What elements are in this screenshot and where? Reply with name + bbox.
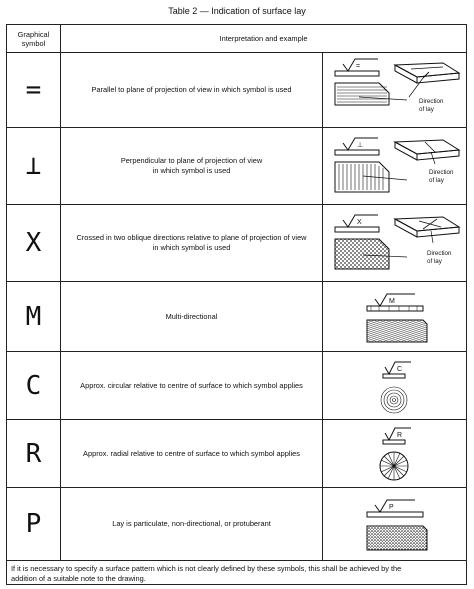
example-symbol-letter: M <box>389 298 395 305</box>
symbol-cell <box>7 205 61 281</box>
interpretation-cell <box>61 352 323 419</box>
interpretation-cell <box>61 282 323 351</box>
table-row-perpendicular <box>7 128 466 205</box>
radial-symbol: R <box>25 438 42 469</box>
symbol-cell <box>7 53 61 127</box>
example-symbol-letter: X <box>357 219 362 226</box>
parallel-lay-example-drawing <box>323 53 466 128</box>
interpretation-column-header: Interpretation and example <box>219 33 308 43</box>
circular-lay-example-drawing <box>323 352 466 420</box>
example-symbol-letter: = <box>356 63 361 70</box>
crossed-symbol: X <box>25 228 42 258</box>
perpendicular-lay-example-drawing <box>323 128 466 205</box>
symbol-column-header <box>7 25 61 52</box>
symbol-cell <box>7 282 61 351</box>
particulate-lay-example-drawing <box>323 488 466 561</box>
table-row-multi-directional <box>7 282 466 352</box>
example-cell <box>323 128 466 204</box>
direction-of-lay-label-line2: of lay <box>427 258 442 265</box>
parallel-symbol: = <box>25 75 42 105</box>
table-title: Table 2 — Indication of surface lay <box>168 6 306 16</box>
interpretation-text: Parallel to plane of projection of view in which symbol is used <box>91 85 292 94</box>
interpretation-text: Approx. circular relative to centre of surface to which symbol applies <box>80 380 303 390</box>
direction-of-lay-label: Direction <box>427 250 452 257</box>
interpretation-text: Multi-directional <box>165 311 218 321</box>
direction-of-lay-label-line2: of lay <box>429 177 444 184</box>
surface-lay-table <box>6 24 467 585</box>
symbol-cell <box>7 128 61 204</box>
interpretation-cell <box>61 128 323 204</box>
symbol-cell <box>7 420 61 487</box>
symbol-header-line1: Graphical <box>17 29 50 39</box>
circular-symbol: C <box>25 370 42 401</box>
direction-of-lay-label: Direction <box>429 169 454 176</box>
table-header-row <box>7 25 466 53</box>
table-row-crossed <box>7 205 466 282</box>
interpretation-text-line2: in which symbol is used <box>152 166 231 175</box>
example-symbol-letter: P <box>389 504 394 511</box>
example-symbol-letter: ⊥ <box>357 142 364 149</box>
multi-directional-example-drawing <box>323 282 466 352</box>
symbol-header-line2: symbol <box>21 38 46 48</box>
interpretation-text-line1: Perpendicular to plane of projection of view <box>120 156 263 165</box>
symbol-cell <box>7 488 61 560</box>
table-footnote <box>7 561 466 587</box>
example-cell <box>323 420 466 487</box>
interpretation-cell <box>61 420 323 487</box>
example-cell <box>323 205 466 281</box>
crossed-lay-example-drawing <box>323 205 466 282</box>
interpretation-cell <box>61 53 323 127</box>
multi-directional-symbol: M <box>25 301 42 332</box>
example-symbol-letter: C <box>397 366 403 373</box>
table-row-particulate <box>7 488 466 561</box>
perpendicular-symbol: ⊥ <box>25 151 42 181</box>
table-row-parallel <box>7 53 466 128</box>
interpretation-text-line1: Crossed in two oblique directions relative to plane of projection of view <box>76 233 307 242</box>
symbol-cell <box>7 352 61 419</box>
table-row-circular <box>7 352 466 420</box>
interpretation-text-line2: in which symbol is used <box>152 243 231 252</box>
interpretation-text: Approx. radial relative to centre of surface to which symbol applies <box>83 448 300 458</box>
footnote-line1: If it is necessary to specify a surface pattern which is not clearly defined by these symbols, this shall be achieved by the <box>11 564 402 573</box>
example-cell <box>323 352 466 419</box>
direction-of-lay-label: Direction <box>419 98 444 105</box>
interpretation-cell <box>61 488 323 560</box>
interpretation-text: Lay is particulate, non-directional, or protuberant <box>112 519 271 528</box>
example-symbol-letter: R <box>397 432 403 439</box>
example-cell <box>323 53 466 127</box>
particulate-symbol: P <box>25 509 42 539</box>
example-cell <box>323 282 466 351</box>
footnote-line2: addition of a suitable note to the drawing. <box>11 574 146 583</box>
direction-of-lay-label-line2: of lay <box>419 106 434 113</box>
example-cell <box>323 488 466 560</box>
table-row-radial <box>7 420 466 488</box>
interpretation-cell <box>61 205 323 281</box>
radial-lay-example-drawing <box>323 420 466 488</box>
